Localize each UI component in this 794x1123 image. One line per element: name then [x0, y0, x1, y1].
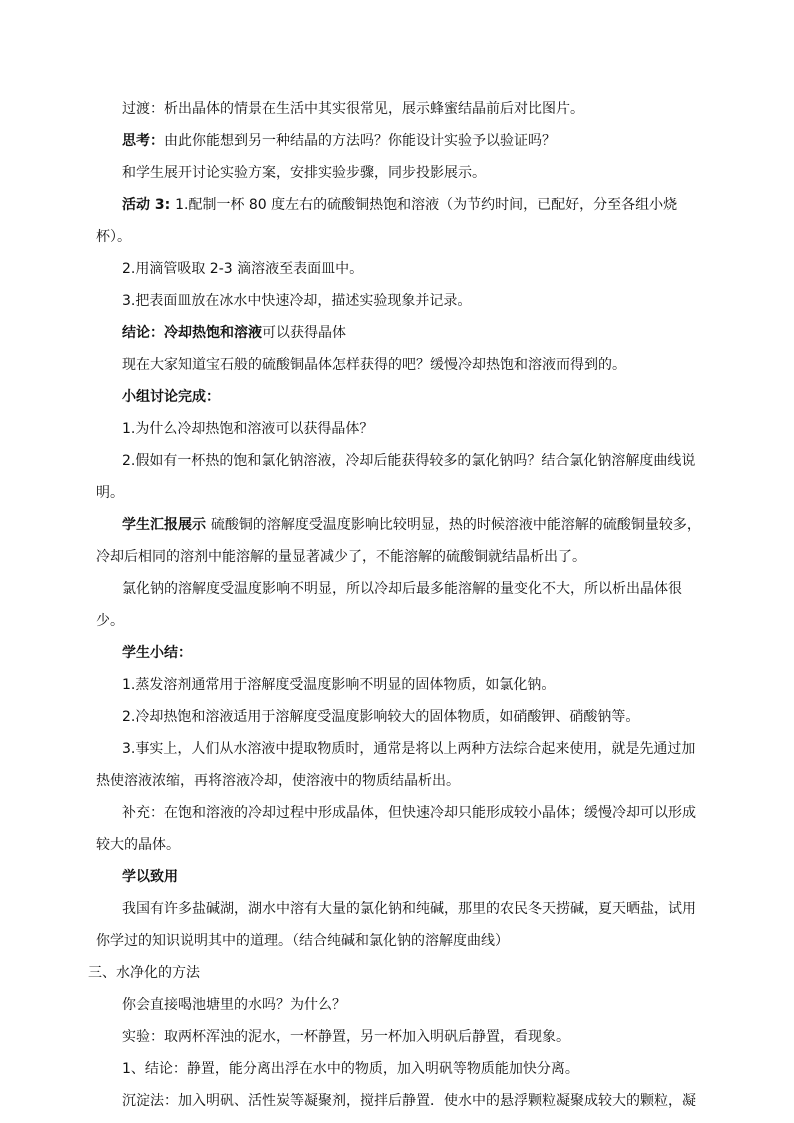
paragraph-text: 你会直接喝池塘里的水吗？为什么？ [122, 997, 346, 1013]
activity-label: 活动 3: [122, 197, 176, 213]
paragraph-conclusion [96, 317, 702, 349]
paragraph-transition [96, 93, 702, 125]
paragraph-apply-heading [96, 861, 702, 893]
conclusion-emphasis: 冷却热饱和溶液 [164, 325, 262, 341]
paragraph-text: 小组讨论完成： [122, 389, 220, 405]
section-heading-water-purification [88, 957, 702, 989]
paragraph-summary-2 [96, 701, 702, 733]
paragraph-text: 实验：取两杯浑浊的泥水，一杯静置，另一杯加入明矾后静置，看现象。 [122, 1029, 570, 1045]
paragraph-activity-3 [96, 189, 702, 253]
paragraph-text: 沉淀法：加入明矾、活性炭等凝聚剂，搅拌后静置．使水中的悬浮颗粒凝聚成较大的颗粒，凝 [122, 1093, 696, 1109]
paragraph-text: 1.为什么冷却热饱和溶液可以获得晶体？ [122, 421, 374, 437]
paragraph-text: 1.蒸发溶剂通常用于溶解度受温度影响不明显的固体物质，如氯化钠。 [122, 677, 556, 693]
report-label: 学生汇报展示 [122, 517, 211, 533]
paragraph-text: 氯化钠的溶解度受温度影响不明显，所以冷却后最多能溶解的量变化不大，所以析出晶体很少。 [96, 581, 682, 629]
paragraph-text: 补充：在饱和溶液的冷却过程中形成晶体，但快速冷却只能形成较小晶体；缓慢冷却可以形成较大的晶体。 [96, 805, 696, 853]
paragraph-student-report [96, 509, 702, 573]
paragraph-question-2 [96, 445, 702, 509]
paragraph-salt-lake [96, 893, 702, 957]
paragraph-text: 硫酸铜的溶解度受温度影响比较明显，热的时候溶液中能溶解的硫酸铜量较多，冷却后相同的溶剂中能溶解的量显著减少了，不能溶解的硫酸铜就结晶析出了。 [96, 517, 701, 565]
conclusion-label: 结论： [122, 325, 164, 341]
paragraph-text: 现在大家知道宝石般的硫酸铜晶体怎样获得的吧？缓慢冷却热饱和溶液而得到的。 [122, 357, 626, 373]
paragraph-step-2 [96, 253, 702, 285]
paragraph-text: 学以致用 [122, 869, 178, 885]
paragraph-text: 由此你能想到另一种结晶的方法吗？你能设计实验予以验证吗？ [164, 133, 556, 149]
paragraph-supplement [96, 797, 702, 861]
paragraph-sedimentation [96, 1085, 702, 1117]
paragraph-text: 1、结论：静置，能分离出浮在水中的物质，加入明矾等物质能加快分离。 [122, 1061, 579, 1077]
paragraph-result-1 [96, 1053, 702, 1085]
paragraph-student-summary-heading [96, 637, 702, 669]
paragraph-pond-water [96, 989, 702, 1021]
paragraph-text: 1.配制一杯 80 度左右的硫酸铜热饱和溶液（为节约时间，已配好，分至各组小烧杯）。 [96, 197, 678, 245]
paragraph-sodium-chloride [96, 573, 702, 637]
paragraph-discussion [96, 157, 702, 189]
paragraph-question-1 [96, 413, 702, 445]
paragraph-text: 可以获得晶体 [262, 325, 346, 341]
paragraph-text: 2.假如有一杯热的饱和氯化钠溶液，冷却后能获得较多的氯化钠吗？结合氯化钠溶解度曲线说明。 [96, 453, 696, 501]
paragraph-step-3 [96, 285, 702, 317]
paragraph-text: 和学生展开讨论实验方案，安排实验步骤，同步投影展示。 [122, 165, 486, 181]
paragraph-text: 过渡：析出晶体的情景在生活中其实很常见，展示蜂蜜结晶前后对比图片。 [122, 101, 584, 117]
paragraph-summary-1 [96, 669, 702, 701]
paragraph-think [96, 125, 702, 157]
paragraph-text: 学生小结： [122, 645, 192, 661]
paragraph-summary-3 [96, 733, 702, 797]
paragraph-text: 2.用滴管吸取 2-3 滴溶液至表面皿中。 [122, 261, 364, 277]
paragraph-text: 3.事实上，人们从水溶液中提取物质时，通常是将以上两种方法综合起来使用，就是先通过加热使溶液浓缩，再将溶液冷却，使溶液中的物质结晶析出。 [96, 741, 696, 789]
paragraph-group-discussion-heading [96, 381, 702, 413]
paragraph-text: 我国有许多盐碱湖，湖水中溶有大量的氯化钠和纯碱，那里的农民冬天捞碱，夏天晒盐，试用你学过的知识说明其中的道理。（结合纯碱和氯化钠的溶解度曲线） [96, 901, 696, 949]
paragraph-copper-sulfate [96, 349, 702, 381]
paragraph-text: 三、水净化的方法 [88, 965, 200, 981]
document-body [88, 93, 702, 1117]
paragraph-experiment [96, 1021, 702, 1053]
paragraph-text: 3.把表面皿放在冰水中快速冷却，描述实验现象并记录。 [122, 293, 472, 309]
paragraph-text: 2.冷却热饱和溶液适用于溶解度受温度影响较大的固体物质，如硝酸钾、硝酸钠等。 [122, 709, 640, 725]
think-label: 思考： [122, 133, 164, 149]
